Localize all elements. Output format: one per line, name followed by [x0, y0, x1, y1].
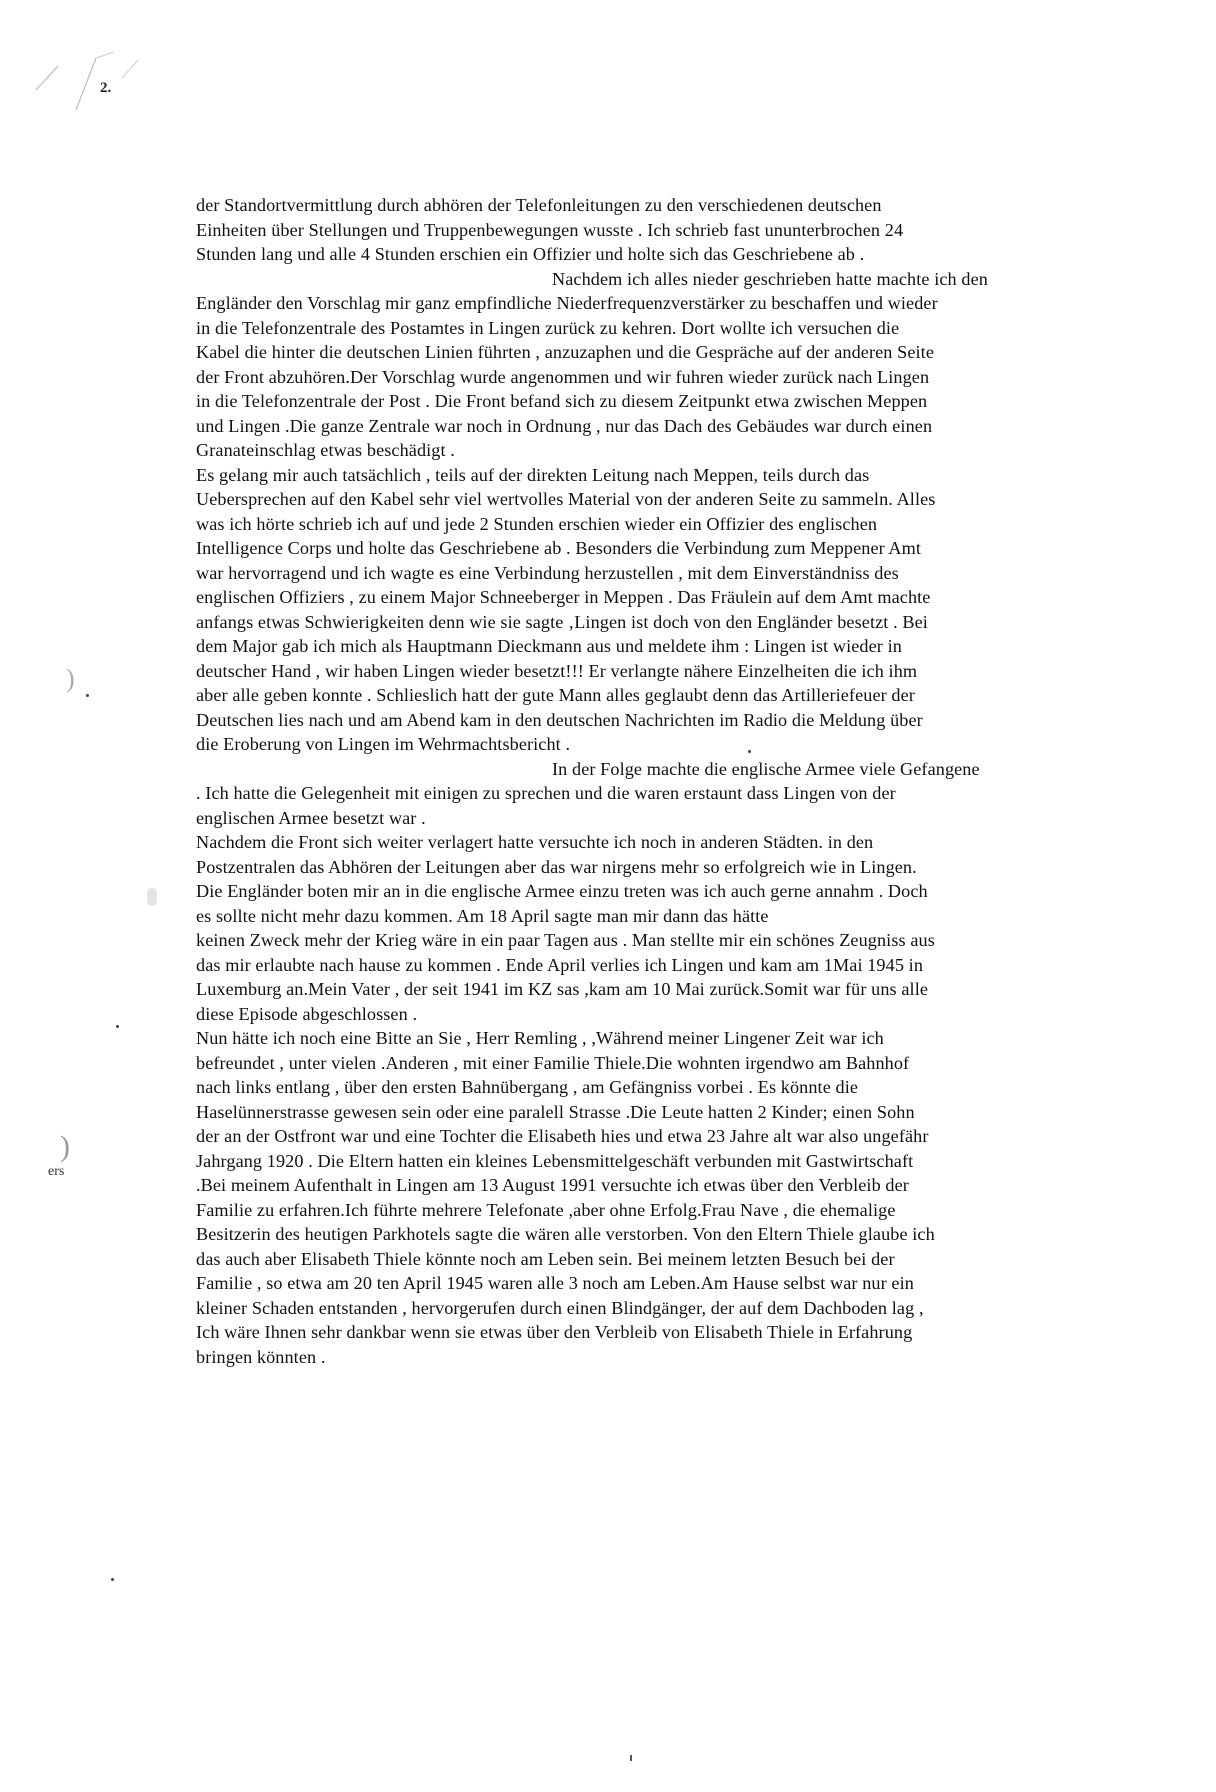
text-line: Uebersprechen auf den Kabel sehr viel wertvolles Material von der anderen Seite zu sammeln. Alles [196, 489, 936, 509]
text-line: englischen Armee besetzt war . [196, 807, 426, 828]
text-line: Nun hätte ich noch eine Bitte an Sie , Herr Remling , ,Während meiner Lingener Zeit war ich [196, 1028, 884, 1048]
text-line: In der Folge machte die englische Armee viele Gefangene [552, 758, 980, 779]
text-line: in die Telefonzentrale der Post . Die Front befand sich zu diesem Zeitpunkt etwa zwischen Meppen [196, 391, 928, 411]
text-line: Nachdem die Front sich weiter verlagert hatte versuchte ich noch in anderen Städten. in den [196, 832, 874, 852]
text-line: nach links entlang , über den ersten Bahnübergang , am Gefängniss vorbei . Es könnte die [196, 1077, 859, 1097]
scan-speck [116, 1025, 119, 1028]
scan-speck [86, 694, 89, 697]
text-line: kleiner Schaden entstanden , hervorgerufen durch einen Blindgänger, der auf dem Dachboden lag , [196, 1297, 924, 1318]
text-line: Jahrgang 1920 . Die Eltern hatten ein kleines Lebensmittelgeschäft verbunden mit Gastwirtschaft [196, 1150, 914, 1171]
letter-body-text [196, 193, 1076, 1369]
text-line: der Standortvermittlung durch abhören der Telefonleitungen zu den verschiedenen deutschen [196, 195, 882, 215]
text-line: der Front abzuhören.Der Vorschlag wurde angenommen und wir fuhren wieder zurück nach Lingen [196, 366, 930, 387]
margin-bracket-mark: ) [66, 664, 75, 693]
text-line: anfangs etwas Schwierigkeiten denn wie sie sagte ‚Lingen ist doch von den Engländer besetzt . Bei [196, 611, 928, 632]
text-line: in die Telefonzentrale des Postamtes in Lingen zurück zu kehren. Dort wollte ich versuchen die [196, 317, 900, 338]
text-line: .Bei meinem Aufenthalt in Lingen am 13 August 1991 versuchte ich etwas über den Verbleib der [196, 1175, 909, 1195]
text-line: Nachdem ich alles nieder geschrieben hatte machte ich den [552, 268, 988, 289]
page-number-marker: 2. [100, 80, 112, 96]
text-line: Deutschen lies nach und am Abend kam in den deutschen Nachrichten im Radio die Meldung über [196, 709, 923, 730]
text-line: aber alle geben konnte . Schlieslich hatt der gute Mann alles geglaubt denn das Artilleriefeuer der [196, 685, 915, 705]
text-line: Familie zu erfahren.Ich führte mehrere Telefonate ,aber ohne Erfolg.Frau Nave , die ehemalige [196, 1199, 896, 1220]
text-line: diese Episode abgeschlossen . [196, 1003, 418, 1024]
text-line: dem Major gab ich mich als Hauptmann Dieckmann aus und meldete ihm : Lingen ist wieder in [196, 636, 902, 656]
scan-speck [748, 750, 751, 753]
text-line: bringen könnten . [196, 1346, 326, 1367]
text-line: Intelligence Corps und holte das Geschriebene ab . Besonders die Verbindung zum Meppener Amt [196, 538, 922, 558]
text-line: Besitzerin des heutigen Parkhotels sagte die wären alle verstorben. Von den Eltern Thiele glaube ich [196, 1224, 935, 1244]
text-line: keinen Zweck mehr der Krieg wäre in ein paar Tagen aus . Man stellte mir ein schönes Zeugniss aus [196, 930, 935, 950]
text-line: das auch aber Elisabeth Thiele könnte noch am Leben sein. Bei meinem letzten Besuch bei der [196, 1248, 895, 1269]
text-line: Engländer den Vorschlag mir ganz empfindliche Niederfrequenzverstärker zu beschaffen und wieder [196, 293, 938, 313]
margin-handwritten-note: ers [48, 1164, 65, 1179]
text-line: englischen Offiziers , zu einem Major Schneeberger in Meppen . Das Fräulein auf dem Amt machte [196, 587, 931, 607]
text-line: Stunden lang und alle 4 Stunden erschien ein Offizier und holte sich das Geschriebene ab . [196, 244, 865, 264]
text-line: deutscher Hand , wir haben Lingen wieder besetzt!!! Er verlangte nähere Einzelheiten die ich ihm [196, 660, 918, 681]
text-line: es sollte nicht mehr dazu kommen. Am 18 April sagte man mir dann das hätte [196, 905, 769, 926]
text-line: Es gelang mir auch tatsächlich , teils auf der direkten Leitung nach Meppen, teils durch das [196, 464, 870, 485]
text-line: das mir erlaubte nach hause zu kommen . Ende April verlies ich Lingen und kam am 1Mai 1945 in [196, 954, 924, 975]
scan-speck [111, 1578, 114, 1581]
text-line: Einheiten über Stellungen und Truppenbewegungen wusste . Ich schrieb fast ununterbrochen 24 [196, 219, 904, 240]
text-line: Familie , so etwa am 20 ten April 1945 waren alle 3 noch am Leben.Am Hause selbst war nur ein [196, 1273, 914, 1293]
text-line: war hervorragend und ich wagte es eine Verbindung herzustellen , mit dem Einverständniss des [196, 562, 899, 583]
text-line: Ich wäre Ihnen sehr dankbar wenn sie etwas über den Verbleib von Elisabeth Thiele in Erfahrung [196, 1322, 913, 1342]
text-line: der an der Ostfront war und eine Tochter die Elisabeth hies und etwa 23 Jahre alt war also ungefähr [196, 1126, 929, 1146]
text-line: Postzentralen das Abhören der Leitungen aber das war nirgens mehr so erfolgreich wie in Lingen. [196, 856, 917, 877]
scan-smudge [147, 888, 157, 906]
text-line: Kabel die hinter die deutschen Linien führten , anzuzaphen und die Gespräche auf der anderen Seite [196, 342, 935, 362]
text-line: Luxemburg an.Mein Vater , der seit 1941 im KZ sas ,kam am 10 Mai zurück.Somit war für uns alle [196, 979, 929, 999]
text-line: befreundet , unter vielen .Anderen , mit einer Familie Thiele.Die wohnten irgendwo am Bahnhof [196, 1052, 910, 1073]
text-line: die Eroberung von Lingen im Wehrmachtsbericht . [196, 734, 571, 754]
text-line: und Lingen .Die ganze Zentrale war noch in Ordnung , nur das Dach des Gebäudes war durch einen [196, 415, 933, 436]
text-line: was ich hörte schrieb ich auf und jede 2 Stunden erschien wieder ein Offizier des englischen [196, 513, 878, 534]
text-line: Haselünnerstrasse gewesen sein oder eine paralell Strasse .Die Leute hatten 2 Kinder; einen Sohn [196, 1101, 915, 1122]
text-line: . Ich hatte die Gelegenheit mit einigen zu sprechen und die waren erstaunt dass Lingen von der [196, 783, 896, 803]
text-line: Die Engländer boten mir an in die englische Armee einzu treten was ich auch gerne annahm . Doch [196, 881, 928, 901]
margin-bracket-mark: ) [60, 1130, 70, 1163]
scan-speck [630, 1755, 632, 1761]
text-line: Granateinschlag etwas beschädigt . [196, 440, 455, 460]
pen-scribble-mark [18, 48, 148, 118]
